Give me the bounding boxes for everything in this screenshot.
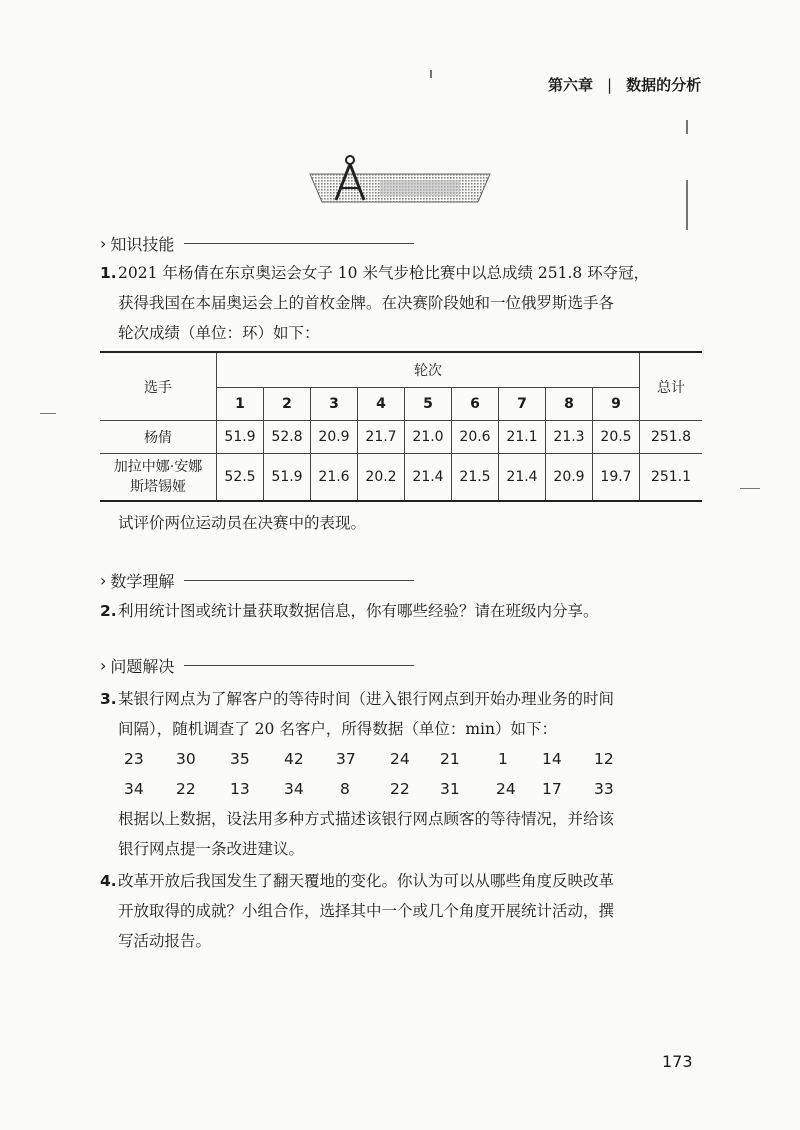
round-label: 3 xyxy=(311,388,358,421)
section-problem-solving xyxy=(100,654,414,677)
divider xyxy=(184,580,414,581)
chapter-label: 第六章 xyxy=(548,76,594,94)
scan-artifact xyxy=(740,488,760,489)
round-label: 9 xyxy=(593,388,640,421)
question-text: 改革开放后我国发生了翻天覆地的变化。你认为可以从哪些角度反映改革 xyxy=(118,872,615,890)
question-text: 轮次成绩（单位：环）如下： xyxy=(118,324,320,342)
score-cell: 20.6 xyxy=(452,421,499,454)
data-value: 31 xyxy=(440,780,460,798)
round-label: 8 xyxy=(546,388,593,421)
question-number: 1. xyxy=(100,264,117,282)
data-value: 24 xyxy=(496,780,516,798)
scan-artifact xyxy=(40,413,56,414)
data-value: 8 xyxy=(340,780,350,798)
question-number: 3. xyxy=(100,690,117,708)
rounds-header: 轮次 xyxy=(217,352,640,388)
data-value: 22 xyxy=(176,780,196,798)
question-1 xyxy=(100,258,708,348)
data-value: 21 xyxy=(440,750,460,768)
divider xyxy=(184,665,414,666)
round-label: 6 xyxy=(452,388,499,421)
score-table xyxy=(100,351,702,502)
data-value: 17 xyxy=(542,780,562,798)
score-cell: 20.5 xyxy=(593,421,640,454)
question-text: 2021 年杨倩在东京奥运会女子 10 米气步枪比赛中以总成绩 251.8 环夺冠， xyxy=(118,264,650,282)
question-4 xyxy=(100,866,708,956)
question-2 xyxy=(100,596,708,626)
player-header: 选手 xyxy=(100,352,217,421)
data-value: 24 xyxy=(390,750,410,768)
data-value: 12 xyxy=(594,750,614,768)
chapter-title: 数据的分析 xyxy=(626,76,702,94)
round-label: 4 xyxy=(358,388,405,421)
data-value: 23 xyxy=(124,750,144,768)
score-cell: 20.9 xyxy=(546,454,593,502)
total-cell: 251.8 xyxy=(640,421,703,454)
section-understanding xyxy=(100,569,414,592)
data-value: 22 xyxy=(390,780,410,798)
divider xyxy=(184,243,414,244)
data-value: 37 xyxy=(336,750,356,768)
scan-artifact xyxy=(430,70,432,78)
score-cell: 21.3 xyxy=(546,421,593,454)
score-cell: 52.5 xyxy=(217,454,264,502)
chevron-right-icon: › xyxy=(100,571,107,590)
data-value: 30 xyxy=(176,750,196,768)
header-separator: | xyxy=(607,76,613,94)
score-cell: 51.9 xyxy=(217,421,264,454)
question-text: 开放取得的成就？小组合作，选择其中一个或几个角度开展统计活动，撰 xyxy=(118,902,615,920)
question-text: 获得我国在本届奥运会上的首枚金牌。在决赛阶段她和一位俄罗斯选手各 xyxy=(118,294,615,312)
question-text: 银行网点提一条改进建议。 xyxy=(118,840,305,858)
question-1-prompt xyxy=(118,508,708,538)
data-value: 33 xyxy=(594,780,614,798)
score-cell: 21.5 xyxy=(452,454,499,502)
question-text: 某银行网点为了解客户的等待时间（进入银行网点到开始办理业务的时间 xyxy=(118,690,615,708)
player-name: 杨倩 xyxy=(100,421,217,454)
total-header: 总计 xyxy=(640,352,703,421)
question-text: 写活动报告。 xyxy=(118,932,212,950)
question-3-prompt xyxy=(118,804,708,864)
data-value: 34 xyxy=(284,780,304,798)
question-number: 4. xyxy=(100,872,117,890)
page-number: 173 xyxy=(662,1052,693,1071)
exercise-banner xyxy=(300,150,500,214)
score-cell: 21.4 xyxy=(405,454,452,502)
player-name-line: 加拉中娜·安娜 xyxy=(113,459,203,475)
data-value: 13 xyxy=(230,780,250,798)
score-cell: 20.9 xyxy=(311,421,358,454)
question-number: 2. xyxy=(100,602,117,620)
score-cell: 21.6 xyxy=(311,454,358,502)
chevron-right-icon: › xyxy=(100,234,107,253)
score-cell: 52.8 xyxy=(264,421,311,454)
question-text: 间隔），随机调查了 20 名客户，所得数据（单位：min）如下： xyxy=(118,720,557,738)
player-name-line: 斯塔锡娅 xyxy=(130,479,186,495)
question-text: 利用统计图或统计量获取数据信息，你有哪些经验？请在班级内分享。 xyxy=(118,602,599,620)
chevron-right-icon: › xyxy=(100,656,107,675)
scan-artifact xyxy=(686,180,688,230)
score-cell: 19.7 xyxy=(593,454,640,502)
question-text: 试评价两位运动员在决赛中的表现。 xyxy=(118,514,367,532)
total-cell: 251.1 xyxy=(640,454,703,502)
round-label: 2 xyxy=(264,388,311,421)
player-name xyxy=(100,454,217,502)
round-label: 1 xyxy=(217,388,264,421)
score-cell: 51.9 xyxy=(264,454,311,502)
data-value: 35 xyxy=(230,750,250,768)
score-cell: 20.2 xyxy=(358,454,405,502)
section-title: 问题解决 xyxy=(110,657,175,676)
score-cell: 21.1 xyxy=(499,421,546,454)
round-label: 5 xyxy=(405,388,452,421)
section-knowledge xyxy=(100,232,414,255)
section-title: 数学理解 xyxy=(110,572,175,591)
chapter-header xyxy=(548,74,748,95)
score-cell: 21.0 xyxy=(405,421,452,454)
score-cell: 21.4 xyxy=(499,454,546,502)
score-cell: 21.7 xyxy=(358,421,405,454)
question-text: 根据以上数据，设法用多种方式描述该银行网点顾客的等待情况，并给该 xyxy=(118,810,615,828)
table-row xyxy=(100,421,702,454)
data-value: 14 xyxy=(542,750,562,768)
question-3 xyxy=(100,684,708,744)
data-value: 42 xyxy=(284,750,304,768)
data-value: 1 xyxy=(498,750,508,768)
scan-artifact xyxy=(686,120,688,134)
section-title: 知识技能 xyxy=(110,235,175,254)
table-row xyxy=(100,454,702,502)
round-label: 7 xyxy=(499,388,546,421)
data-value: 34 xyxy=(124,780,144,798)
